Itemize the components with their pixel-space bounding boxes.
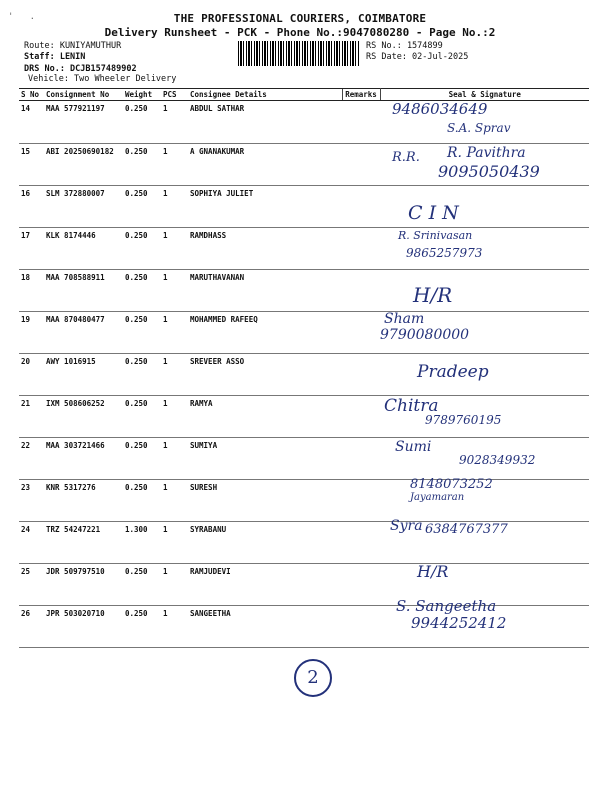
handwritten-signature: Sumi <box>395 439 432 455</box>
cell-pcs: 1 <box>161 606 188 648</box>
rs-date: RS Date: 02-Jul-2025 <box>366 52 469 62</box>
cell-remarks <box>342 270 380 312</box>
cell-sno: 20 <box>19 354 44 396</box>
handwritten-note: H/R <box>417 562 449 581</box>
cell-consignee: A GNANAKUMAR <box>188 144 342 186</box>
cell-sno: 18 <box>19 270 44 312</box>
col-pcs: PCS <box>161 89 188 101</box>
cell-weight: 0.250 <box>123 564 161 606</box>
cell-consignee: SANGEETHA <box>188 606 342 648</box>
page-number-stamp: 2 <box>294 659 332 697</box>
cell-consignment: KLK 8174446 <box>44 228 123 270</box>
cell-pcs: 1 <box>161 480 188 522</box>
cell-sno: 21 <box>19 396 44 438</box>
cell-remarks <box>342 438 380 480</box>
cell-sno: 26 <box>19 606 44 648</box>
cell-consignment: TRZ 54247221 <box>44 522 123 564</box>
cell-pcs: 1 <box>161 522 188 564</box>
cell-weight: 0.250 <box>123 480 161 522</box>
handwritten-name: S. Sangeetha <box>396 597 497 615</box>
cell-consignee: SREVEER ASSO <box>188 354 342 396</box>
handwritten-phone: 6384767377 <box>425 522 508 537</box>
cell-signature <box>380 270 589 312</box>
table-row <box>19 270 589 312</box>
cell-weight: 1.300 <box>123 522 161 564</box>
cell-pcs: 1 <box>161 270 188 312</box>
handwritten-phone: 9028349932 <box>459 453 536 467</box>
staff: Staff: LENIN <box>24 52 86 62</box>
cell-pcs: 1 <box>161 564 188 606</box>
table-row <box>19 564 589 606</box>
cell-sno: 19 <box>19 312 44 354</box>
cell-sno: 24 <box>19 522 44 564</box>
cell-remarks <box>342 186 380 228</box>
cell-remarks <box>342 606 380 648</box>
cell-weight: 0.250 <box>123 186 161 228</box>
cell-sno: 14 <box>19 101 44 144</box>
cell-weight: 0.250 <box>123 354 161 396</box>
handwritten-phone: 8148073252 <box>410 477 493 492</box>
handwritten-phone: 9486034649 <box>392 100 488 118</box>
cell-consignee: RAMDHASS <box>188 228 342 270</box>
cell-weight: 0.250 <box>123 312 161 354</box>
cell-weight: 0.250 <box>123 228 161 270</box>
handwritten-phone: 9789760195 <box>425 413 502 427</box>
col-remarks: Remarks <box>342 89 380 101</box>
cell-remarks <box>342 312 380 354</box>
table-row <box>19 354 589 396</box>
cell-consignment: MAA 303721466 <box>44 438 123 480</box>
cell-consignment: MAA 708588911 <box>44 270 123 312</box>
rs-number: RS No.: 1574899 <box>366 41 443 51</box>
cell-pcs: 1 <box>161 101 188 144</box>
cell-sno: 23 <box>19 480 44 522</box>
cell-consignee: MOHAMMED RAFEEQ <box>188 312 342 354</box>
cell-sno: 25 <box>19 564 44 606</box>
cell-weight: 0.250 <box>123 144 161 186</box>
cell-consignee: ABDUL SATHAR <box>188 101 342 144</box>
cell-remarks <box>342 101 380 144</box>
handwritten-signature: Sham <box>384 311 425 327</box>
cell-weight: 0.250 <box>123 438 161 480</box>
cell-pcs: 1 <box>161 312 188 354</box>
cell-pcs: 1 <box>161 144 188 186</box>
handwritten-phone: 9095050439 <box>438 162 540 181</box>
handwritten-name: R. Pavithra <box>447 145 526 161</box>
handwritten-phone: 9944252412 <box>411 614 507 632</box>
handwritten-signature: S.A. Sprav <box>447 121 511 135</box>
cell-consignee: SOPHIYA JULIET <box>188 186 342 228</box>
cell-consignee: RAMJUDEVI <box>188 564 342 606</box>
handwritten-signature: Chitra <box>384 396 439 416</box>
col-consignee: Consignee Details <box>188 89 342 101</box>
cell-consignment: MAA 577921197 <box>44 101 123 144</box>
cell-consignee: MARUTHAVANAN <box>188 270 342 312</box>
cell-remarks <box>342 480 380 522</box>
cell-remarks <box>342 144 380 186</box>
handwritten-name: Jayamaran <box>410 492 465 503</box>
cell-weight: 0.250 <box>123 396 161 438</box>
barcode <box>238 41 360 66</box>
cell-consignment: JDR 509797510 <box>44 564 123 606</box>
table-header <box>19 89 589 101</box>
cell-sno: 15 <box>19 144 44 186</box>
handwritten-phone: 9865257973 <box>406 246 483 260</box>
cell-remarks <box>342 396 380 438</box>
cell-pcs: 1 <box>161 354 188 396</box>
cell-sno: 17 <box>19 228 44 270</box>
col-sno: S No <box>19 89 44 101</box>
cell-remarks <box>342 354 380 396</box>
cell-weight: 0.250 <box>123 270 161 312</box>
scan-mark: ' . <box>8 12 36 22</box>
table-row <box>19 396 589 438</box>
cell-sno: 22 <box>19 438 44 480</box>
drs-number: DRS No.: DCJB157489902 <box>24 64 137 74</box>
handwritten-signature: Pradeep <box>417 362 489 382</box>
cell-consignment: IXM 508606252 <box>44 396 123 438</box>
cell-consignment: AWY 1016915 <box>44 354 123 396</box>
col-weight: Weight <box>123 89 161 101</box>
handwritten-initials: R.R. <box>392 150 420 165</box>
table-row <box>19 312 589 354</box>
handwritten-note: C I N <box>408 202 459 224</box>
cell-consignee: SYRABANU <box>188 522 342 564</box>
table-row <box>19 480 589 522</box>
cell-consignee: SUMIYA <box>188 438 342 480</box>
cell-remarks <box>342 228 380 270</box>
cell-pcs: 1 <box>161 438 188 480</box>
col-signature: Seal & Signature <box>380 89 589 101</box>
cell-consignee: RAMYA <box>188 396 342 438</box>
cell-sno: 16 <box>19 186 44 228</box>
cell-pcs: 1 <box>161 396 188 438</box>
handwritten-name: R. Srinivasan <box>398 229 473 242</box>
company-title: THE PROFESSIONAL COURIERS, COIMBATORE <box>173 12 427 25</box>
cell-consignment: JPR 503020710 <box>44 606 123 648</box>
runsheet-title: Delivery Runsheet - PCK - Phone No.:9047080280 - Page No.:2 <box>104 26 496 39</box>
cell-pcs: 1 <box>161 228 188 270</box>
cell-consignee: SURESH <box>188 480 342 522</box>
cell-remarks <box>342 564 380 606</box>
vehicle: Vehicle: Two Wheeler Delivery <box>28 74 177 84</box>
handwritten-signature: Syra <box>390 518 423 534</box>
cell-consignment: MAA 870480477 <box>44 312 123 354</box>
col-consignment: Consignment No <box>44 89 123 101</box>
cell-consignment: ABI 20250690182 <box>44 144 123 186</box>
route: Route: KUNIYAMUTHUR <box>24 41 122 51</box>
handwritten-note: H/R <box>413 283 453 307</box>
cell-consignment: KNR 5317276 <box>44 480 123 522</box>
table-row <box>19 228 589 270</box>
cell-weight: 0.250 <box>123 606 161 648</box>
cell-consignment: SLM 372880007 <box>44 186 123 228</box>
cell-pcs: 1 <box>161 186 188 228</box>
table-row <box>19 186 589 228</box>
cell-weight: 0.250 <box>123 101 161 144</box>
cell-remarks <box>342 522 380 564</box>
handwritten-phone: 9790080000 <box>380 327 470 343</box>
